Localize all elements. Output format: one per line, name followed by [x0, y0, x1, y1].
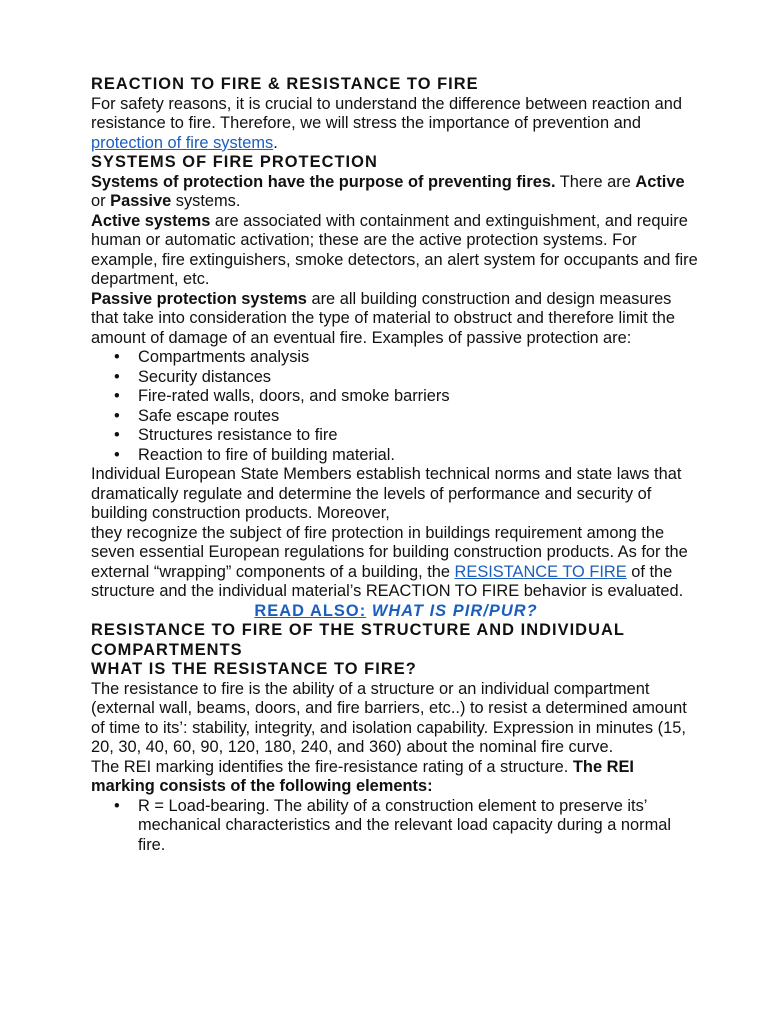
systems-bold-text: Systems of protection have the purpose of preventing fires.	[91, 172, 556, 191]
list-item	[91, 426, 701, 446]
recognize-text: they recognize the subject of fire protection in buildings requirement among the seven essential European regulations for building construction products. As for the external “wrapping” components of a building, the	[91, 523, 688, 581]
intro-text: For safety reasons, it is crucial to understand the difference between reaction and resistance to fire. Therefore, we will stress the importance of prevention and	[91, 94, 683, 132]
heading-reaction-resistance: REACTION TO FIRE & RESISTANCE TO FIRE	[91, 75, 479, 93]
list-item-text: Fire-rated walls, doors, and smoke barriers	[138, 387, 450, 405]
read-also-label[interactable]: READ ALSO:	[254, 601, 367, 620]
bullet-icon: •	[114, 426, 120, 444]
passive-bold: Passive	[110, 192, 172, 210]
bullet-icon: •	[114, 387, 120, 405]
list-item-text: Safe escape routes	[138, 406, 280, 425]
read-also-title[interactable]: WHAT IS PIR/PUR?	[371, 601, 538, 620]
rei-paragraph	[91, 758, 701, 797]
recognize-paragraph	[91, 524, 701, 602]
bullet-icon: •	[114, 367, 120, 386]
rei-elements-list	[91, 797, 701, 856]
list-item	[91, 407, 701, 427]
list-item-text: Security distances	[138, 367, 272, 386]
protection-fire-systems-link[interactable]: protection of fire systems	[91, 133, 274, 152]
systems-text-2: systems.	[171, 192, 241, 210]
active-systems-text: are associated with containment and extinguishment, and require human or automatic activation; these are the active protection systems. For example, fire extinguishers, smoke detectors, an alert system for occupants and fire department, etc.	[91, 211, 698, 288]
read-also-link[interactable]	[91, 602, 701, 622]
active-systems-term: Active systems	[91, 211, 211, 230]
passive-systems-term: Passive protection systems	[91, 289, 307, 308]
bullet-icon: •	[114, 796, 120, 815]
document-body	[91, 75, 701, 855]
intro-paragraph	[91, 95, 701, 154]
list-item	[91, 387, 701, 407]
bullet-icon: •	[114, 348, 120, 366]
active-systems-paragraph	[91, 212, 701, 290]
list-item	[91, 368, 701, 388]
european-paragraph: Individual European State Members establish technical norms and state laws that dramatically regulate and determine the levels of performance and security of building construction products. Moreover,	[91, 465, 682, 522]
systems-or: or	[91, 192, 111, 210]
heading-resistance-structure: RESISTANCE TO FIRE OF THE STRUCTURE AND INDIVIDUAL COMPARTMENTS	[91, 621, 625, 659]
list-item	[91, 797, 701, 856]
list-item	[91, 348, 701, 368]
intro-period: .	[273, 133, 278, 152]
list-item	[91, 446, 701, 466]
list-item-text: Structures resistance to fire	[138, 426, 338, 444]
rei-bold-text: The REI marking consists of the following elements:	[91, 757, 634, 795]
recognize-after: of the structure and the individual material’s REACTION TO FIRE behavior is evaluated.	[91, 562, 684, 600]
resistance-to-fire-link[interactable]: RESISTANCE TO FIRE	[454, 562, 627, 581]
passive-protection-list	[91, 348, 701, 465]
systems-paragraph	[91, 173, 701, 212]
systems-text-1: There are	[555, 172, 636, 191]
bullet-icon: •	[114, 445, 120, 464]
passive-systems-paragraph	[91, 290, 701, 349]
list-item-text: R = Load-bearing. The ability of a construction element to preserve its’ mechanical characteristics and the relevant load capacity during a normal fire.	[138, 796, 671, 854]
heading-systems-of-fire-protection: SYSTEMS OF FIRE PROTECTION	[91, 153, 378, 171]
list-item-text: Compartments analysis	[138, 348, 310, 366]
bullet-icon: •	[114, 406, 120, 425]
heading-what-is-resistance: WHAT IS THE RESISTANCE TO FIRE?	[91, 660, 417, 678]
active-bold: Active	[635, 172, 685, 191]
resistance-paragraph: The resistance to fire is the ability of a structure or an individual compartment (external wall, beams, doors, and fire barriers, etc..) to resist a determined amount of time to its’: stability, integrity, and isolation capability. Expression in minutes (15, 20, 30, 40, 60, 90, 120, 180, 240, and 360) about the nominal fire curve.	[91, 679, 687, 756]
passive-systems-text: are all building construction and design measures that take into consideration the type of material to obstruct and therefore limit the amount of damage of an eventual fire. Examples of passive protection are:	[91, 289, 676, 347]
rei-text: The REI marking identifies the fire-resistance rating of a structure.	[91, 757, 573, 776]
list-item-text: Reaction to fire of building material.	[138, 445, 395, 464]
